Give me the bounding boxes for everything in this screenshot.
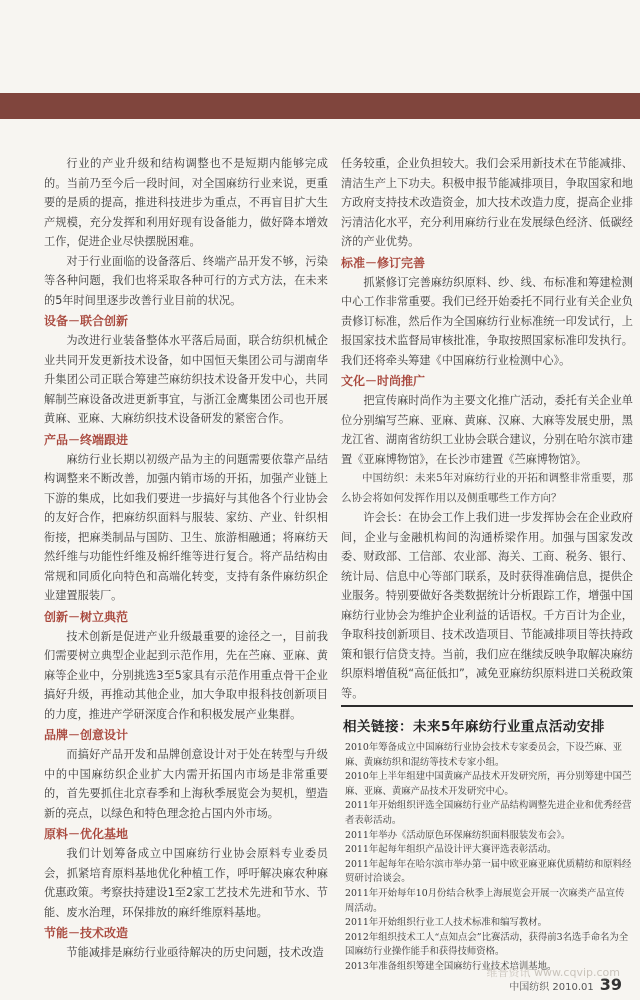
continued-paragraph: 任务较重，企业负担较大。我们会采用新技术在节能减排、清洁生产上下功夫。积极申报节能减排项目，争取国家和地方政府支持技术改造资金，加大技术改造力度，提高企业排污清洁化水平，充分利用麻纺行业在发展绿色经济、低碳经济的产业优势。 bbox=[341, 157, 633, 248]
list-item: 2010年筹备成立中国麻纺行业协会技术专家委员会，下设苎麻、亚麻、黄麻纺织和混纺等技术专家小组。 bbox=[345, 742, 622, 768]
intro-paragraph-1: 行业的产业升级和结构调整也不是短期内能够完成的。当前乃至今后一段时间，对全国麻纺行业来说，更重要的是质的提高，推进科技进步为重点，不再盲目扩大生产规模，充分发挥和利用好现有设备能力，做好降本增效工作，促进企业尽快摆脱困难。 bbox=[44, 157, 328, 248]
section-text-culture: 把宣传麻时尚作为主要文化推广活动，委托有关企业单位分别编写苎麻、亚麻、黄麻、汉麻、大麻等发展史册，黑龙江省、湖南省纺织工业协会联合建议，分别在哈尔滨市建置《亚麻博物馆》，在长沙市建置《苎麻博物馆》。 bbox=[341, 394, 633, 466]
interview-answer: 许会长：在协会工作上我们进一步发挥协会在企业政府间，企业与金融机构间的沟通桥梁作用。加强与国家发改委、财政部、工信部、农业部、海关、工商、税务、银行、统计局、信息中心等部门联系，及时获得准确信息，提供企业服务。特别要做好各类数据统计分析跟踪工作，增强中国麻纺行业协会为维护企业利益的话语权。千方百计为企业，争取科技创新项目、技术改造项目、节能减排项目等扶持政策和银行信贷支持。当前，我们应在继续反映争取解决麻纺织原料增值税“高征低扣”，减免亚麻纺织原料进口关税政策等。 bbox=[341, 511, 633, 700]
page-number: 39 bbox=[599, 975, 622, 994]
section-heading-material: 原料－优化基地 bbox=[44, 827, 129, 841]
list-item: 2011年开始每年10月份结合秋季上海展览会开展一次麻类产品宣传周活动。 bbox=[345, 887, 625, 914]
related-links-list bbox=[341, 741, 633, 975]
section-text-material: 我们计划筹备成立中国麻纺行业协会原料专业委员会，抓紧培育原料基地优化种植工作，呼吁解决麻农种麻优惠政策。考察扶持建设1至2家工艺技术先进和节水、节能、废水治理，环保排放的麻纤维原料基地。 bbox=[44, 847, 328, 919]
section-text-standard: 抓紧修订完善麻纺织原料、纱、线、布标准和筹建检测中心工作非常重要。我们已经开始委托不同行业有关企业负责修订标准，然后作为全国麻纺行业标准统一印发试行，上报国家技术监督局审核批准，争取按照国家标准印发执行。我们还将牵头筹建《中国麻纺行业检测中心》。 bbox=[341, 275, 633, 367]
section-heading-standard: 标准－修订完善 bbox=[341, 255, 426, 270]
section-text-innovation: 技术创新是促进产业升级最重要的途径之一，目前我们需要树立典型企业起到示范作用，先在苎麻、亚麻、黄麻等企业中，分别挑选3至5家具有示范作用重点骨干企业搞好升级，再推动其他企业，加大争取申报科技创新项目的力度，推进产学研深度合作和积极发展产业集群。 bbox=[44, 629, 328, 721]
list-item: 2011年起每年组织产品设计评大赛评选表彰活动。 bbox=[345, 844, 557, 856]
right-column bbox=[341, 154, 633, 703]
left-column bbox=[44, 154, 328, 963]
watermark: 维普资讯 www.cqvip.com bbox=[486, 966, 620, 979]
section-text-equipment: 为改进行业装备整体水平落后局面，联合纺织机械企业共同开发更新技术设备，如中国恒天集团公司与湖南华升集团公司正联合筹建苎麻纺织技术设备开发中心，共同解制苎麻设备改进更新事宜，与浙江金鹰集团公司也开展黄麻、亚麻、大麻纺织技术设备研发的紧密合作。 bbox=[44, 334, 328, 425]
list-item: 2011年开始组织行业工人技术标准和编写教材。 bbox=[345, 917, 547, 929]
header-banner bbox=[0, 93, 640, 119]
intro-paragraph-2: 对于行业面临的设备落后、终端产品开发不够，污染等各种问题，我们也将采取各种可行的方式方法，在未来的5年时间里逐步改善行业目前的状况。 bbox=[44, 254, 328, 307]
list-item: 2011年开始组织评选全国麻纺行业产品结构调整先进企业和优秀经营者表彰活动。 bbox=[345, 800, 632, 826]
list-item: 2013年准备组织筹建全国麻纺行业技术培训基地。 bbox=[345, 960, 557, 972]
section-heading-product: 产品－终端跟进 bbox=[44, 432, 129, 447]
section-text-brand: 而搞好产品开发和品牌创意设计对于处在转型与升级中的中国麻纺织企业扩大内需开拓国内市场是非常重要的，首先要抓住北京春季和上海秋季展览会为契机，塑造新的亮点，以绿色和特色理念抢占国内外市场。 bbox=[44, 748, 328, 820]
section-heading-brand: 品牌－创意设计 bbox=[44, 728, 129, 742]
interview-question: 中国纺织：未来5年对麻纺行业的开拓和调整非常重要，那么协会将如何发挥作用以及侧重哪些工作方向？ bbox=[341, 472, 633, 504]
section-heading-culture: 文化－时尚推广 bbox=[341, 374, 426, 388]
section-text-energy: 节能减排是麻纺行业亟待解决的历史问题，技术改造 bbox=[66, 946, 324, 959]
list-item: 2011年起每年在哈尔滨市举办第一届中欧亚麻亚麻优质精纺和原料经贸研讨洽谈会。 bbox=[345, 858, 632, 885]
list-item: 2011年举办《活动原色环保麻纺织面料服装发布会》。 bbox=[345, 829, 571, 841]
list-item: 2012年组织技术工人“点知点会”比赛活动，获得前3名选手命名为全国麻纺行业操作能手和获得技师资格。 bbox=[345, 931, 629, 958]
section-heading-energy: 节能－技术改造 bbox=[44, 926, 129, 940]
list-item: 2010年上半年组建中国黄麻产品技术开发研究所，再分别筹建中国苎麻、亚麻、黄麻产品技术开发研究中心。 bbox=[345, 771, 632, 797]
journal-label: 中国纺织 2010.01 bbox=[509, 982, 594, 993]
related-links-title: 相关链接：未来5年麻纺行业重点活动安排 bbox=[343, 719, 605, 735]
section-text-product: 麻纺行业长期以初级产品为主的问题需要依靠产品结构调整来不断改善，加强内销市场的开拓，加强产业链上下游的集成，比如我们要进一步搞好与其他各个行业协会的友好合作，把麻纺织面料与服装、家纺、产业、针织相衔接，把麻类制品与国防、卫生、旅游相融通；将麻纺天然纤维与功能性纤维及棉纤维等进行复合。将产品结构由常规和同质化向特色和高端化转变，支持有条件麻纺织企业建置服装厂。 bbox=[44, 452, 328, 602]
section-heading-innovation: 创新－树立典范 bbox=[44, 609, 129, 624]
page-footer bbox=[509, 975, 622, 994]
related-links-box bbox=[341, 705, 633, 975]
section-heading-equipment: 设备－联合创新 bbox=[44, 314, 129, 328]
